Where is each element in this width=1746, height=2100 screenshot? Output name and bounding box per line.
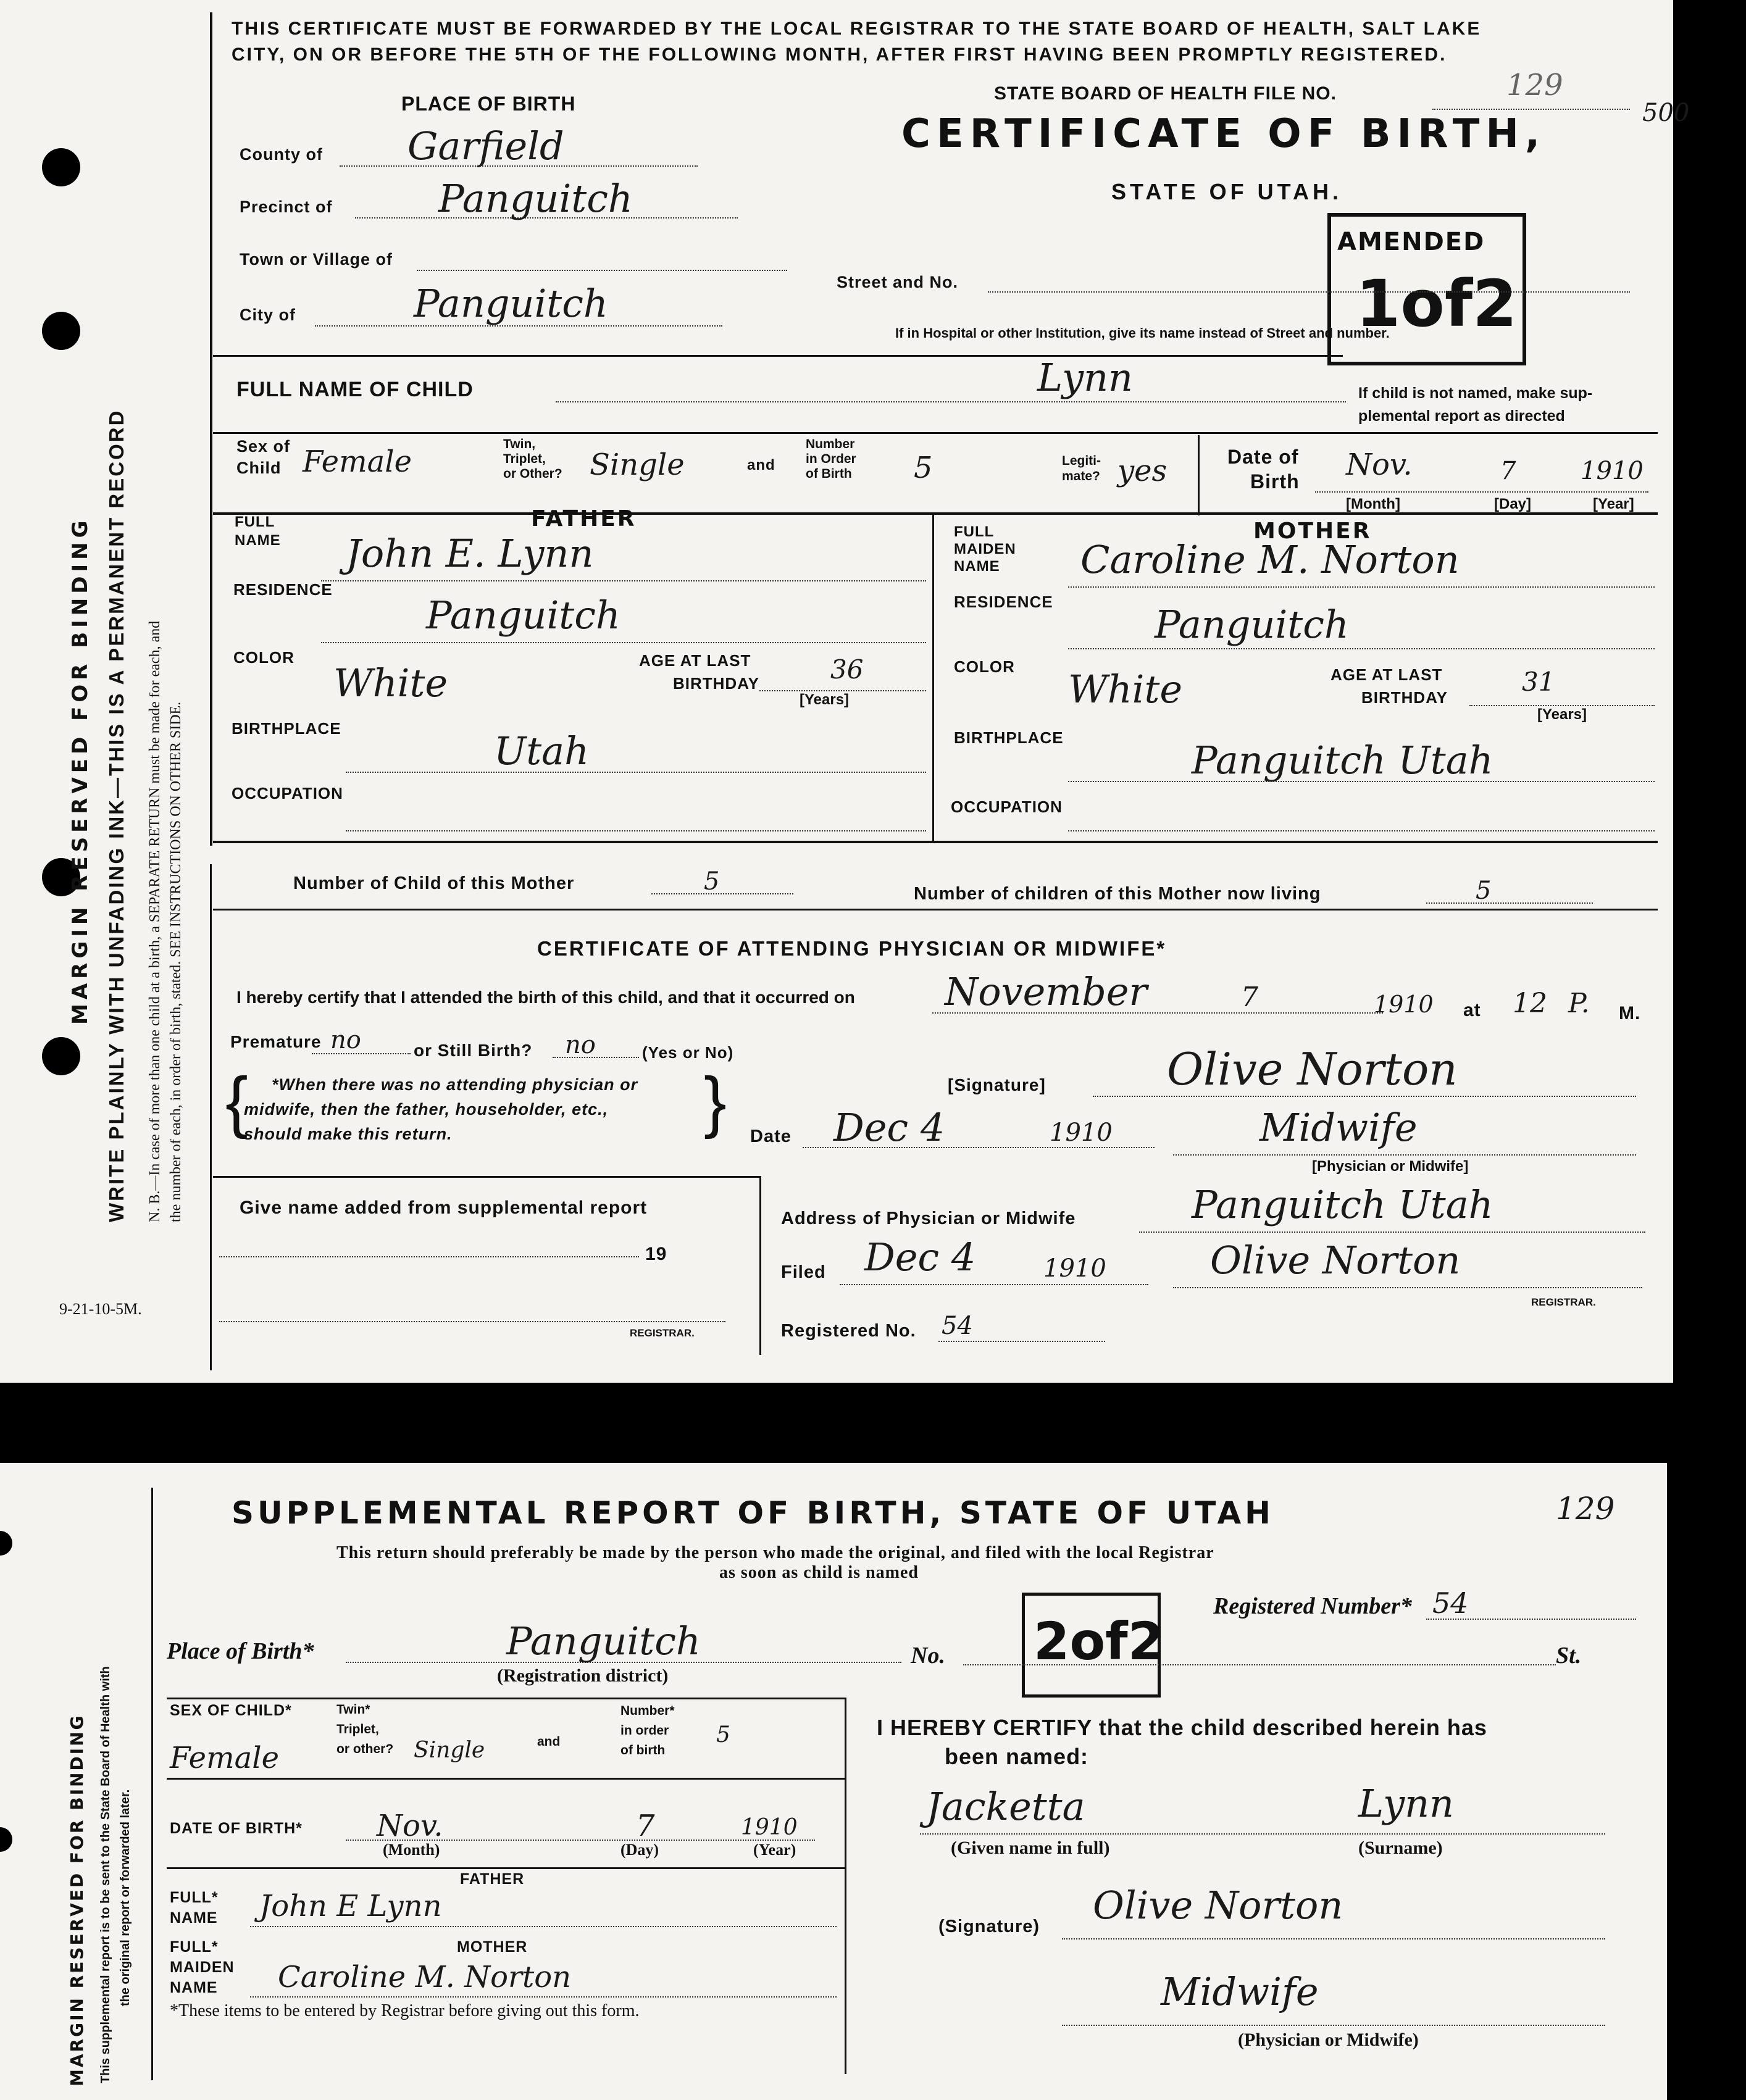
twin-label-3: or Other? <box>503 467 562 481</box>
mother-color-value: White <box>1068 667 1183 712</box>
certify-date: November <box>945 969 1148 1014</box>
date-value: Dec 4 <box>833 1105 945 1150</box>
form-code: 9-21-10-5M. <box>59 1300 142 1318</box>
city-label: City of <box>240 306 296 324</box>
supp-year-caption: (Year) <box>753 1841 796 1859</box>
supp-reg-district-caption: (Registration district) <box>497 1665 669 1686</box>
supp-stamp <box>1022 1593 1164 1698</box>
premature-value: no <box>330 1026 361 1054</box>
supp-st-label: St. <box>1556 1643 1582 1669</box>
address-label: Address of Physician or Midwife <box>781 1209 1076 1228</box>
supp-certify-text-1: I HEREBY CERTIFY that the child described herein has <box>877 1715 1487 1740</box>
physician-heading: CERTIFICATE OF ATTENDING PHYSICIAN OR MIDWIFE* <box>537 937 1167 960</box>
date-label: Date <box>750 1127 792 1146</box>
supp-sex-value: Female <box>170 1741 279 1775</box>
legit-label-2: mate? <box>1062 469 1100 483</box>
supp-title-line <box>1062 2025 1605 2026</box>
asterisk-note-3: should make this return. <box>244 1125 453 1143</box>
father-name-label: NAME <box>235 532 281 549</box>
supp-grid-row <box>167 1867 846 1869</box>
supp-order-label-3: of birth <box>620 1743 666 1757</box>
supp-box-right <box>759 1176 761 1355</box>
order-label-2: in Order <box>806 452 856 466</box>
supp-twin-label-3: or other? <box>336 1742 394 1756</box>
dob-year: 1910 <box>1581 457 1644 485</box>
supp-father-name: John E Lynn <box>259 1889 442 1923</box>
mother-birthplace-line <box>1068 781 1655 782</box>
supp-registrar-line <box>219 1321 725 1322</box>
supp-place-value: Panguitch <box>506 1619 701 1664</box>
supp-sex-label: SEX OF CHILD* <box>170 1702 292 1719</box>
mother-age-label-2: BIRTHDAY <box>1361 688 1448 707</box>
supp-margin-binding: MARGIN RESERVED FOR BINDING <box>67 1714 87 2086</box>
legit-label-1: Legiti- <box>1062 454 1101 468</box>
city-value: Panguitch <box>414 281 608 326</box>
child-name-line <box>556 401 1346 402</box>
certify-day: 7 <box>1241 981 1258 1013</box>
certify-time: 12 <box>1513 988 1547 1019</box>
margin-nb-text-1: N. B.—In case of more than one child at a birth, a SEPARATE RETURN must be made for each, and <box>147 620 163 1222</box>
order-label-1: Number <box>806 437 855 451</box>
certificate-subtitle: STATE OF UTAH. <box>1111 179 1342 204</box>
mother-age-label-1: AGE AT LAST <box>1330 665 1443 684</box>
dob-box-rule <box>1198 435 1200 515</box>
child-name-note-1: If child is not named, make sup- <box>1358 385 1593 402</box>
top-notice-line2: CITY, ON OR BEFORE THE 5TH OF THE FOLLOWING MONTH, AFTER FIRST HAVING BEEN PROMPTLY REGISTERED. <box>232 44 1447 65</box>
father-name-value: John E. Lynn <box>346 531 594 576</box>
margin-ink-text: WRITE PLAINLY WITH UNFADING INK—THIS IS A PERMANENT RECORD <box>105 409 128 1222</box>
filed-registrar: Olive Norton <box>1210 1238 1461 1283</box>
amended-stamp <box>1327 213 1526 365</box>
supp-notice-1: This return should preferably be made by the person who made the original, and filed with the local Registrar <box>336 1543 1214 1562</box>
father-years-caption: [Years] <box>800 691 850 708</box>
supp-signature-label: (Signature) <box>938 1917 1040 1936</box>
stamp-part: 1of2 <box>1356 266 1518 341</box>
title-line <box>1173 1154 1636 1156</box>
street-line <box>988 291 1630 293</box>
supp-place-label: Place of Birth* <box>167 1638 314 1664</box>
supp-physician-caption: (Physician or Midwife) <box>1238 2030 1419 2050</box>
supp-margin-note-1: This supplemental report is to be sent to the State Board of Health with <box>99 1666 112 2083</box>
file-no-value: 129 <box>1506 68 1563 102</box>
supp-and-label: and <box>537 1735 561 1749</box>
dob-day: 7 <box>1500 457 1516 485</box>
order-value: 5 <box>914 451 933 485</box>
m-label: M. <box>1619 1003 1641 1023</box>
supp-order-label-2: in order <box>620 1723 669 1738</box>
supp-order-value: 5 <box>716 1722 730 1748</box>
address-value: Panguitch Utah <box>1192 1182 1493 1227</box>
mother-name-line <box>1068 586 1655 588</box>
father-residence-line <box>321 642 926 643</box>
supp-file-no: 129 <box>1556 1491 1615 1527</box>
dob-line <box>1315 491 1648 493</box>
town-line <box>417 270 787 271</box>
father-age-label-2: BIRTHDAY <box>673 674 759 693</box>
binding-hole <box>42 148 80 186</box>
supp-father-line <box>250 1926 837 1927</box>
section-rule <box>213 512 1658 515</box>
premature-line <box>312 1053 411 1054</box>
supp-signature-value: Olive Norton <box>1093 1883 1343 1928</box>
supp-no-line <box>963 1664 1556 1665</box>
sex-label-2: Child <box>236 459 282 477</box>
and-label: and <box>747 457 775 473</box>
mother-full-label: FULL <box>954 523 995 540</box>
num-child-value: 5 <box>704 867 720 896</box>
supp-month-caption: (Month) <box>383 1841 440 1859</box>
yesno-label: (Yes or No) <box>642 1043 734 1062</box>
supp-name-line <box>219 1256 639 1257</box>
twin-label-2: Triplet, <box>503 452 546 466</box>
mother-occupation-label: OCCUPATION <box>951 798 1063 816</box>
registrar-label: REGISTRAR. <box>1531 1296 1596 1308</box>
twin-label-1: Twin, <box>503 437 536 451</box>
num-living-value: 5 <box>1476 877 1492 905</box>
supp-title-value: Midwife <box>1161 1969 1319 2014</box>
reg-no-line <box>938 1341 1105 1342</box>
supp-mother-heading: MOTHER <box>457 1938 528 1956</box>
supp-twin-label-2: Triplet, <box>336 1722 379 1736</box>
supp-margin-rule <box>151 1488 153 2080</box>
precinct-value: Panguitch <box>438 176 633 221</box>
supp-year: 19 <box>645 1244 667 1264</box>
margin-rule <box>210 12 212 846</box>
father-occupation-line <box>346 830 926 831</box>
year-caption: [Year] <box>1593 496 1634 512</box>
supp-notice-2: as soon as child is named <box>719 1563 919 1582</box>
parents-divider <box>932 515 934 842</box>
reg-no-label: Registered No. <box>781 1321 916 1341</box>
sex-value: Female <box>303 444 412 479</box>
asterisk-note-2: midwife, then the father, householder, etc., <box>244 1100 609 1119</box>
margin-rule <box>210 864 212 1370</box>
brace-right: } <box>704 1064 727 1140</box>
amended-label: AMENDED <box>1337 228 1485 256</box>
child-name-value: Lynn <box>1037 355 1133 400</box>
supp-twin-value: Single <box>414 1738 485 1763</box>
father-birthplace-value: Utah <box>494 728 590 773</box>
supp-dob-year: 1910 <box>741 1815 798 1840</box>
certify-ampm: P. <box>1568 988 1590 1019</box>
father-full-label: FULL <box>235 514 275 530</box>
supp-surname-caption: (Surname) <box>1358 1838 1443 1858</box>
father-birthplace-line <box>346 772 926 773</box>
father-name-line <box>321 580 926 581</box>
premature-label: Premature <box>230 1032 322 1051</box>
title-value: Midwife <box>1259 1105 1418 1150</box>
supp-twin-label-1: Twin* <box>336 1702 370 1717</box>
filed-year: 1910 <box>1043 1254 1106 1283</box>
order-label-3: of Birth <box>806 467 852 481</box>
street-label: Street and No. <box>837 273 959 291</box>
mother-birthplace-value: Panguitch Utah <box>1192 738 1493 783</box>
supp-dob-label: DATE OF BIRTH* <box>170 1820 303 1837</box>
num-child-label: Number of Child of this Mother <box>293 873 575 893</box>
mother-age-value: 31 <box>1522 667 1555 697</box>
child-name-note-2: plemental report as directed <box>1358 407 1565 425</box>
father-heading: FATHER <box>531 506 637 531</box>
father-age-value: 36 <box>830 654 864 685</box>
supp-footnote: *These items to be entered by Registrar before giving out this form. <box>170 2001 640 2020</box>
margin-nb-text-2: the number of each, in order of birth, stated. SEE INSTRUCTIONS ON OTHER SIDE. <box>168 701 184 1222</box>
num-living-line <box>1426 902 1593 904</box>
supp-reg-number-value: 54 <box>1432 1586 1469 1620</box>
mother-occupation-line <box>1068 830 1655 831</box>
supp-surname: Lynn <box>1358 1781 1454 1826</box>
binding-hole <box>42 312 80 350</box>
supp-box-top <box>213 1176 759 1178</box>
stillbirth-label: or Still Birth? <box>414 1041 533 1060</box>
section-rule <box>213 841 1658 843</box>
dob-label-1: Date of <box>1227 446 1299 468</box>
father-birthplace-label: BIRTHPLACE <box>232 719 341 738</box>
signature-label: [Signature] <box>948 1075 1046 1094</box>
file-no-label: STATE BOARD OF HEALTH FILE NO. <box>994 83 1337 104</box>
precinct-label: Precinct of <box>240 198 333 216</box>
supp-mother-line <box>250 1996 837 1998</box>
town-label: Town or Village of <box>240 250 393 269</box>
section-rule <box>213 909 1658 910</box>
father-residence-value: Panguitch <box>426 593 620 638</box>
asterisk-note-1: *When there was no attending physician or <box>272 1075 638 1094</box>
certify-text: I hereby certify that I attended the birth of this child, and that it occurred on <box>236 988 855 1007</box>
supplemental-report <box>0 1463 1667 2100</box>
num-child-line <box>651 893 793 894</box>
mother-name-value: Caroline M. Norton <box>1080 537 1460 582</box>
filed-registrar-line <box>1173 1287 1642 1288</box>
supp-dob-month: Nov. <box>377 1809 443 1843</box>
twin-value: Single <box>590 448 685 482</box>
supp-maiden-label: MAIDEN <box>170 1959 235 1976</box>
father-occupation-label: OCCUPATION <box>232 784 343 802</box>
supp-margin-note-2: the original report or forwarded later. <box>119 1789 132 2006</box>
supp-given-caption: (Given name in full) <box>951 1838 1110 1858</box>
county-label: County of <box>240 145 323 164</box>
dob-month: Nov. <box>1346 448 1413 482</box>
brace-left: { <box>225 1064 249 1140</box>
supp-full-label-2: FULL* <box>170 1938 219 1956</box>
margin-binding-text: MARGIN RESERVED FOR BINDING <box>68 516 93 1025</box>
supp-name-label-2: NAME <box>170 1979 218 1996</box>
corner-number: 500 <box>1642 99 1690 127</box>
signature-value: Olive Norton <box>1167 1043 1458 1095</box>
reg-no-value: 54 <box>942 1312 973 1340</box>
father-age-label-1: AGE AT LAST <box>639 651 751 670</box>
legit-value: yes <box>1117 454 1167 488</box>
month-caption: [Month] <box>1346 496 1400 512</box>
certificate-title: CERTIFICATE OF BIRTH, <box>901 111 1547 157</box>
file-no-line <box>1432 109 1630 110</box>
supp-grid-row <box>167 1778 846 1780</box>
father-color-label: COLOR <box>233 648 294 667</box>
mother-residence-value: Panguitch <box>1155 602 1349 647</box>
supp-stamp-part: 2of2 <box>1034 1611 1164 1672</box>
mother-residence-line <box>1068 648 1655 649</box>
mother-color-label: COLOR <box>954 657 1015 676</box>
certify-year: 1910 <box>1374 991 1434 1018</box>
stillbirth-value: no <box>565 1031 596 1059</box>
section-rule <box>213 432 1658 434</box>
supp-reg-number-label: Registered Number* <box>1213 1593 1412 1619</box>
supp-given-line <box>920 1833 1605 1835</box>
supp-dob-day: 7 <box>636 1809 655 1843</box>
sex-label-1: Sex of <box>236 437 291 456</box>
supp-name-label: NAME <box>170 1909 218 1927</box>
mother-birthplace-label: BIRTHPLACE <box>954 728 1064 747</box>
mother-residence-label: RESIDENCE <box>954 593 1053 611</box>
filed-line <box>840 1284 1148 1285</box>
place-of-birth-heading: PLACE OF BIRTH <box>401 93 576 115</box>
supp-grid-top <box>167 1698 846 1699</box>
supp-no-label: No. <box>911 1643 945 1669</box>
section-rule <box>213 355 1343 357</box>
child-name-label: FULL NAME OF CHILD <box>236 378 474 401</box>
supp-title: SUPPLEMENTAL REPORT OF BIRTH, STATE OF UTAH <box>232 1495 1274 1531</box>
supp-mother-name: Caroline M. Norton <box>278 1960 572 1994</box>
address-line <box>1139 1231 1645 1233</box>
supp-order-label-1: Number* <box>620 1704 675 1718</box>
supp-grid-right <box>845 1698 846 2074</box>
binding-hole <box>42 1037 80 1075</box>
signature-line <box>1093 1096 1636 1097</box>
dob-label-2: Birth <box>1250 470 1300 493</box>
father-color-value: White <box>333 660 448 706</box>
mother-maiden-label: MAIDEN <box>954 541 1016 557</box>
supp-signature-line <box>1062 1938 1605 1940</box>
physician-caption: [Physician or Midwife] <box>1312 1158 1469 1175</box>
supp-father-heading: FATHER <box>460 1870 525 1888</box>
binding-hole <box>0 1827 12 1852</box>
county-value: Garfield <box>407 123 564 169</box>
supp-name-label: Give name added from supplemental report <box>240 1198 648 1218</box>
at-label: at <box>1463 1000 1481 1020</box>
day-caption: [Day] <box>1494 496 1532 512</box>
date-year: 1910 <box>1050 1119 1113 1147</box>
supp-full-label: FULL* <box>170 1889 219 1906</box>
hospital-note: If in Hospital or other Institution, give its name instead of Street and number. <box>895 325 1390 341</box>
supp-given-name: Jacketta <box>926 1784 1085 1829</box>
num-living-label: Number of children of this Mother now living <box>914 884 1321 904</box>
filed-value: Dec 4 <box>864 1235 976 1280</box>
supp-certify-text-2: been named: <box>945 1744 1089 1769</box>
mother-name-label: NAME <box>954 558 1000 575</box>
binding-hole <box>0 1531 12 1556</box>
mother-years-caption: [Years] <box>1537 706 1587 723</box>
supp-day-caption: (Day) <box>620 1841 659 1859</box>
supp-registrar-label: REGISTRAR. <box>630 1327 695 1339</box>
father-residence-label: RESIDENCE <box>233 580 333 599</box>
mother-heading: MOTHER <box>1253 519 1372 544</box>
filed-label: Filed <box>781 1262 826 1282</box>
top-notice-line1: THIS CERTIFICATE MUST BE FORWARDED BY THE LOCAL REGISTRAR TO THE STATE BOARD OF HEALTH, SALT LAKE <box>232 19 1482 39</box>
